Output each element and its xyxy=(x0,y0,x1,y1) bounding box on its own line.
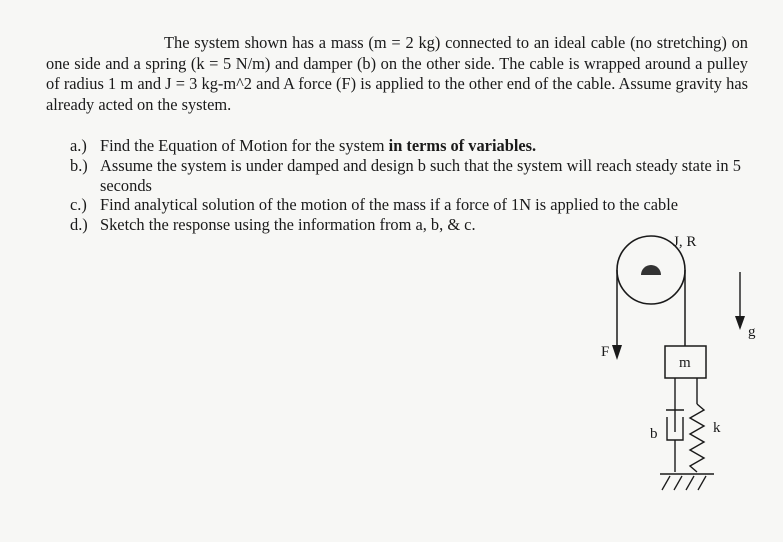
ground-icon xyxy=(660,474,714,490)
force-label: F xyxy=(601,344,610,360)
question-label: a.) xyxy=(70,136,87,155)
pulley-label: J, R xyxy=(673,234,697,250)
question-text: Assume the system is under damped and design b such that the system will reach steady state in 5 seconds xyxy=(100,155,741,195)
question-text: Sketch the response using the information from a, b, & c. xyxy=(100,215,476,235)
force-arrow-icon xyxy=(612,345,622,360)
spring-icon xyxy=(690,404,704,472)
question-label: c.) xyxy=(70,195,87,215)
spring-label: k xyxy=(713,420,721,436)
pulley-hub-icon xyxy=(641,265,661,275)
question-label: d.) xyxy=(70,215,88,235)
gravity-label: g xyxy=(748,324,756,340)
gravity-arrow-icon xyxy=(735,316,745,330)
damper-icon xyxy=(666,410,684,472)
question-text: Find analytical solution of the motion of the mass if a force of 1N is applied to the cable xyxy=(100,195,679,215)
question-label: b.) xyxy=(70,155,88,175)
question-emphasis: in terms of variables. xyxy=(388,136,537,155)
question-text: Find the Equation of Motion for the system xyxy=(100,136,389,155)
damper-label: b xyxy=(650,426,658,442)
mass-label: m xyxy=(679,355,691,371)
problem-statement: The system shown has a mass (m = 2 kg) connected to an ideal cable (no stretching) on one side and a spring (k = 5 N/m) and damper (b) on the other side. The cable is wrapped around a pulley of radius 1 m and J = 3 kg-m^2 and A force (F) is applied to the other end of the cable. Assume gravity has already acted on the system. xyxy=(46,33,748,114)
